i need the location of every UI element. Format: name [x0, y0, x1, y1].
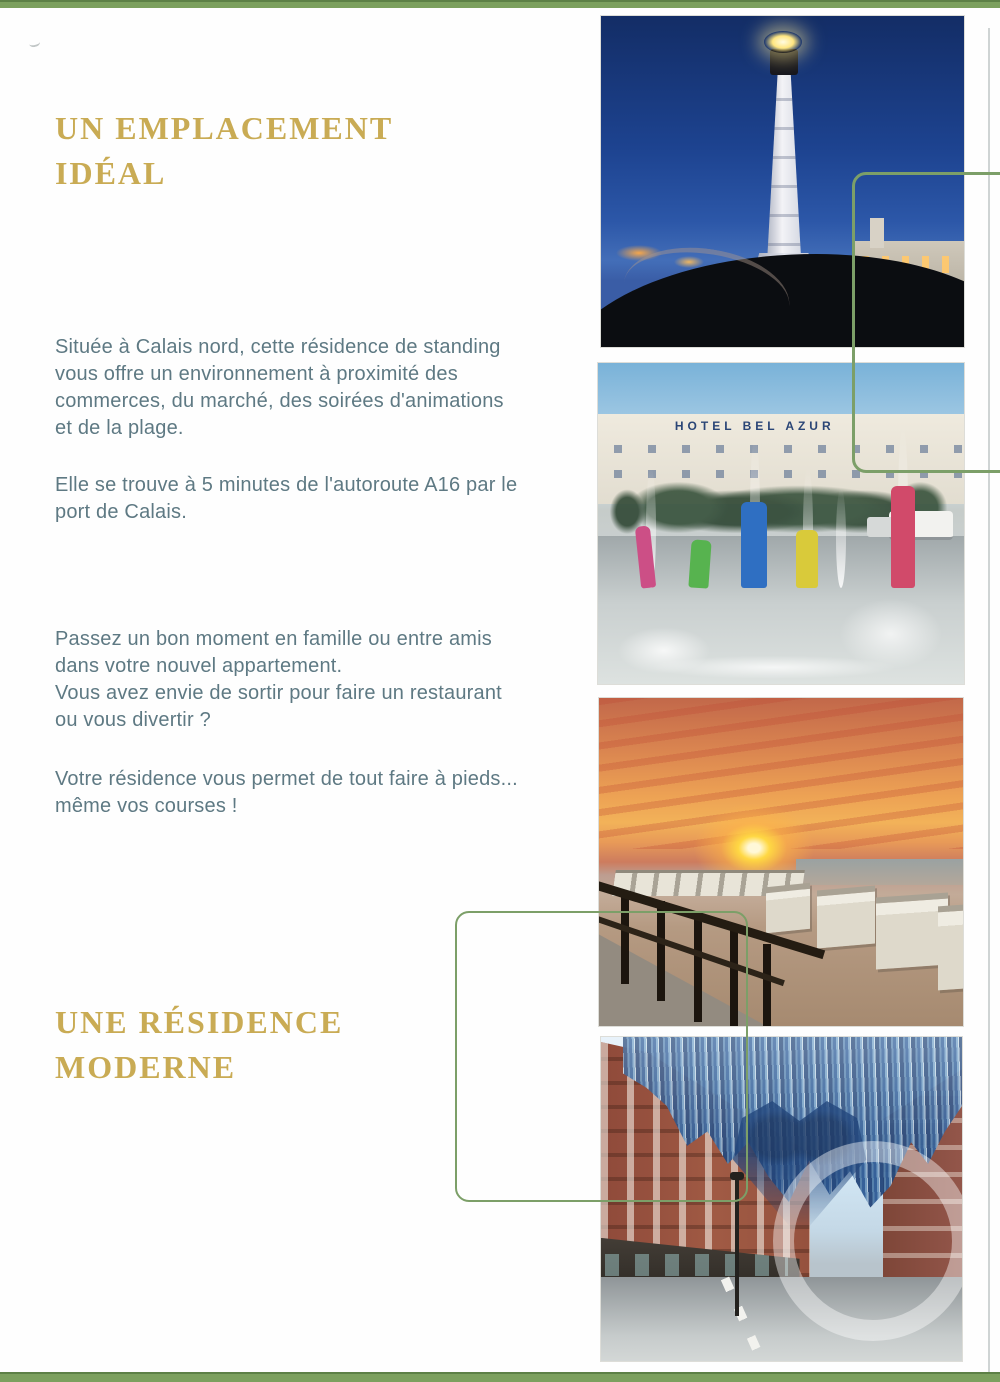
- paragraph-moment: [55, 626, 525, 734]
- fountain-pillar-blue: [741, 502, 767, 588]
- fountain-pillar-green: [688, 539, 711, 588]
- title-line: IDÉAL: [55, 155, 167, 191]
- title-line: MODERNE: [55, 1049, 237, 1085]
- section-title-residence: [55, 1000, 343, 1090]
- sea-horizon: [796, 859, 963, 885]
- hotel-sign: HOTEL BEL AZUR: [674, 419, 835, 434]
- green-accent-frame-top: [852, 172, 1000, 473]
- bottom-green-bar: [0, 1372, 1000, 1382]
- fountain-spray: [836, 488, 846, 588]
- fountain-pillar-yellow: [796, 530, 818, 588]
- railing-post: [763, 944, 771, 1027]
- paragraph-pieds: Votre résidence vous permet de tout faire à pieds... même vos courses !: [55, 768, 518, 817]
- top-green-bar: [0, 0, 1000, 8]
- scan-speck: [28, 38, 40, 48]
- fountain-pillar-red: [891, 486, 915, 588]
- beach-hut: [876, 892, 948, 969]
- beach-hut: [938, 903, 964, 990]
- title-line: UNE RÉSIDENCE: [55, 1004, 344, 1040]
- paragraph-situation: Située à Calais nord, cette résidence de standing vous offre un environnement à proximité des commerces, du marché, des soirées d'animations et de la plage.: [55, 336, 504, 439]
- paragraph-line: Vous avez envie de sortir pour faire un restaurant ou vous divertir ?: [55, 682, 502, 731]
- section-title-emplacement: [55, 106, 393, 196]
- watermark-circle: [773, 1141, 963, 1341]
- paragraph-autoroute: Elle se trouve à 5 minutes de l'autoroute A16 par le port de Calais.: [55, 474, 518, 523]
- title-line: UN EMPLACEMENT: [55, 110, 394, 146]
- green-accent-frame-bottom: [455, 911, 748, 1202]
- beach-hut: [817, 886, 875, 949]
- lighthouse-lantern: [770, 49, 798, 75]
- paragraph-line: Passez un bon moment en famille ou entre amis dans votre nouvel appartement.: [55, 628, 492, 677]
- beach-hut: [766, 883, 810, 934]
- lighthouse-light: [764, 31, 802, 53]
